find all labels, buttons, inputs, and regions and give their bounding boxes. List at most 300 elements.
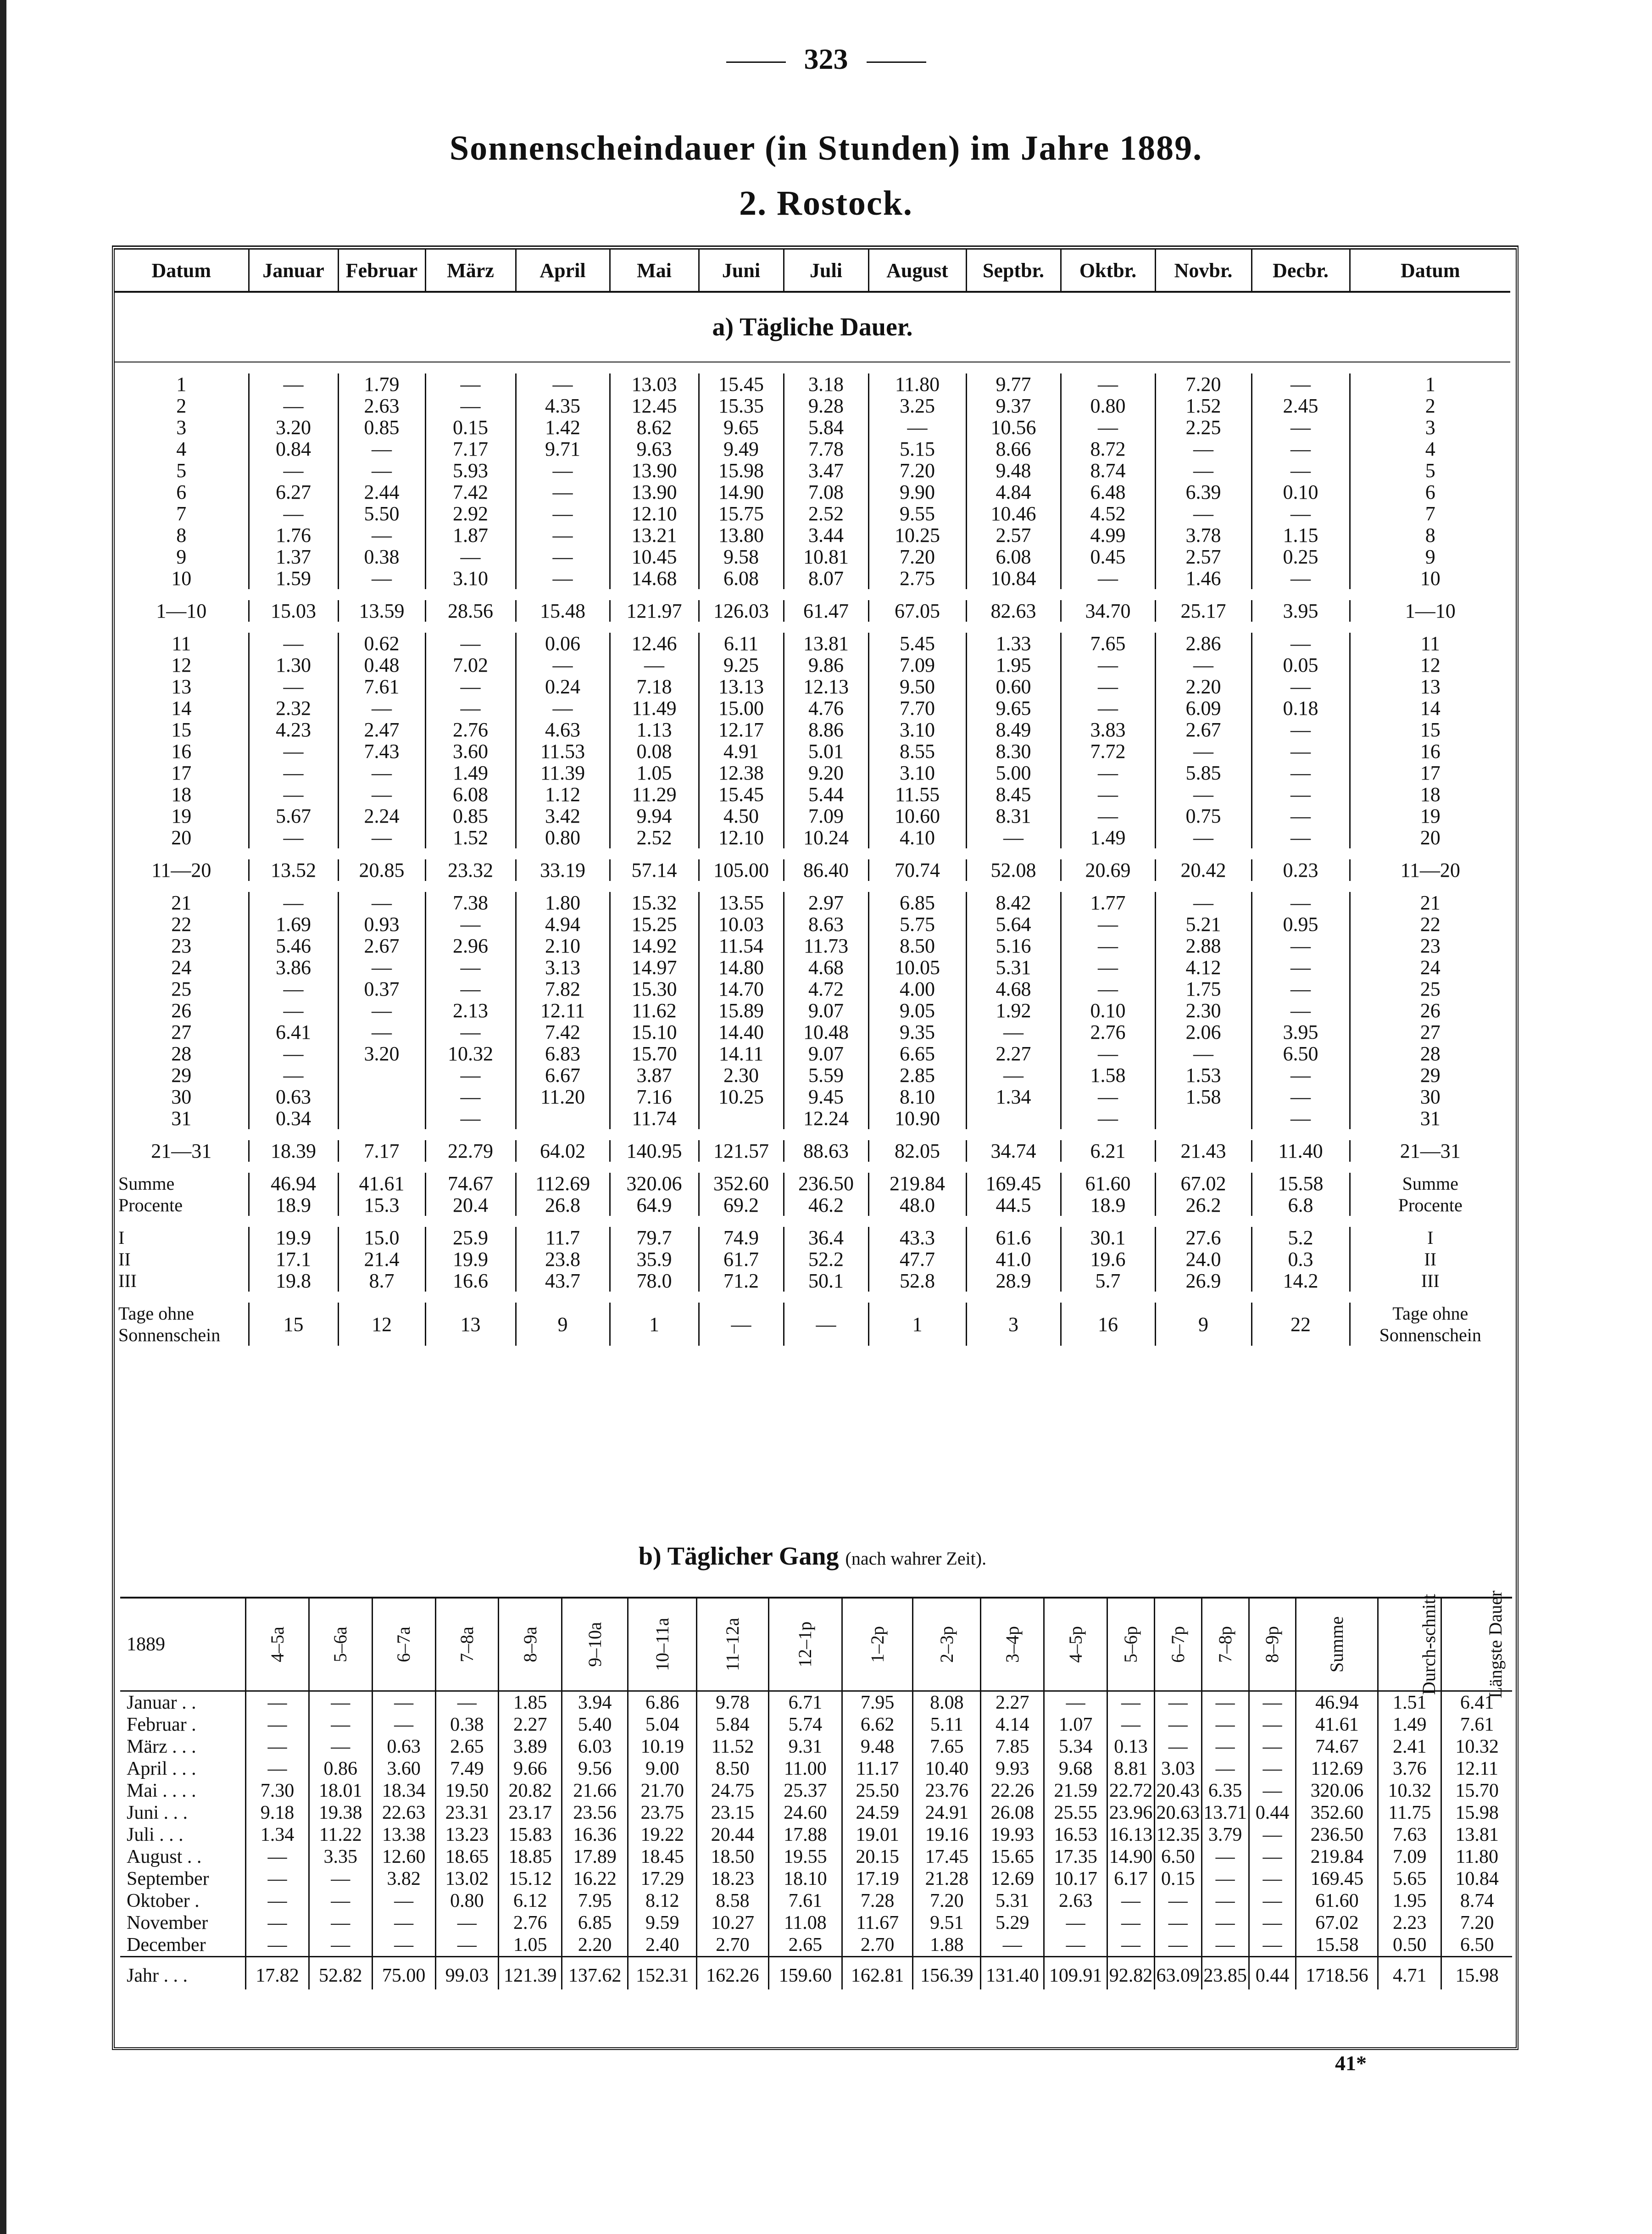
- month-row: [120, 1912, 1512, 1934]
- table-cell: 352.60: [699, 1173, 784, 1194]
- row-gap: [115, 589, 1510, 600]
- table-cell: —: [425, 1021, 516, 1043]
- table-cell: —: [249, 827, 338, 848]
- table-cell: 9: [1350, 546, 1510, 568]
- table-cell: 9.59: [628, 1912, 697, 1934]
- day-row: [115, 481, 1510, 503]
- table-cell: 8.7: [338, 1270, 425, 1292]
- table-cell: 219.84: [868, 1173, 966, 1194]
- table-cell: 8.50: [868, 935, 966, 957]
- hour-label: 2–3p: [936, 1626, 957, 1663]
- table-cell: 5.84: [697, 1714, 768, 1736]
- table-cell: 3.20: [338, 1043, 425, 1064]
- table-cell: 6.11: [699, 633, 784, 654]
- table-cell: 25.50: [842, 1780, 913, 1802]
- table-cell: 0.84: [249, 438, 338, 460]
- table-cell: 7.95: [842, 1691, 913, 1714]
- table-cell: 352.60: [1296, 1802, 1378, 1824]
- table-cell: 29: [171, 1064, 192, 1086]
- table-cell: 23.75: [628, 1802, 697, 1824]
- table-cell: 9: [1155, 1303, 1252, 1346]
- table-cell: 17.35: [1044, 1846, 1107, 1868]
- table-cell: —: [309, 1912, 372, 1934]
- table-cell: 9.94: [610, 805, 699, 827]
- table-cell: 1.37: [249, 546, 338, 568]
- hour-label: 5–6a: [330, 1627, 351, 1662]
- table-cell: —: [966, 827, 1061, 848]
- table-cell: 3.60: [372, 1758, 435, 1780]
- table-cell: 4.10: [868, 827, 966, 848]
- table-cell: —: [1061, 417, 1155, 438]
- table-cell: December: [127, 1934, 206, 1955]
- table-cell: 11.08: [768, 1912, 842, 1934]
- table-cell: 14.92: [610, 935, 699, 957]
- table-cell: 3.82: [372, 1868, 435, 1890]
- table-cell: 46.2: [784, 1194, 868, 1216]
- table-cell: 21—31: [1350, 1140, 1510, 1162]
- table-cell: 0.95: [1252, 914, 1350, 935]
- table-cell: —: [338, 1000, 425, 1021]
- table-cell: 2.67: [338, 935, 425, 957]
- table-cell: 1.52: [1155, 395, 1252, 417]
- table-cell: —: [1154, 1890, 1201, 1912]
- table-cell: 19: [1350, 805, 1510, 827]
- table-cell: 11.74: [610, 1108, 699, 1129]
- table-cell: 2.10: [516, 935, 610, 957]
- table-cell: —: [425, 1108, 516, 1129]
- table-cell: 1.92: [966, 1000, 1061, 1021]
- table-cell: 0.93: [338, 914, 425, 935]
- table-cell: 10.32: [1441, 1736, 1512, 1758]
- table-cell: 11.29: [610, 784, 699, 805]
- day-row: [115, 1064, 1510, 1086]
- row-label: Procente: [1350, 1194, 1510, 1216]
- table-cell: 12.17: [699, 719, 784, 741]
- table-cell: 23.8: [516, 1248, 610, 1270]
- table-cell: 28.9: [966, 1270, 1061, 1292]
- table-cell: 14.90: [699, 481, 784, 503]
- table-cell: 24.0: [1155, 1248, 1252, 1270]
- hour-header: [309, 1598, 372, 1691]
- table-cell: 4.35: [516, 395, 610, 417]
- table-cell: 61.60: [1296, 1890, 1378, 1912]
- table-cell: —: [1249, 1691, 1296, 1714]
- table-cell: 10.56: [966, 417, 1061, 438]
- table-cell: 29: [1350, 1064, 1510, 1086]
- table-cell: —: [1252, 676, 1350, 697]
- table-cell: 61.7: [699, 1248, 784, 1270]
- table-cell: —: [338, 957, 425, 978]
- table-cell: 4.84: [966, 481, 1061, 503]
- tage-ohne-row: [115, 1303, 1510, 1346]
- table-cell: 28: [171, 1042, 192, 1065]
- table-cell: 10.32: [1378, 1780, 1441, 1802]
- table-cell: 4.14: [981, 1714, 1044, 1736]
- table-cell: [338, 1086, 425, 1108]
- table-cell: 5: [176, 459, 187, 482]
- table-cell: 30.1: [1061, 1227, 1155, 1248]
- table-cell: 11.40: [1252, 1140, 1350, 1162]
- table-cell: 10.03: [699, 914, 784, 935]
- table-cell: 13.21: [610, 524, 699, 546]
- table-cell: —: [249, 676, 338, 697]
- table-cell: 1.05: [499, 1934, 562, 1957]
- table-cell: 3.20: [249, 417, 338, 438]
- table-cell: 0.45: [1061, 546, 1155, 568]
- hour-header: [1044, 1598, 1107, 1691]
- table-cell: —: [1249, 1890, 1296, 1912]
- table-cell: —: [1249, 1824, 1296, 1846]
- table-cell: —: [1252, 784, 1350, 805]
- table-cell: 15.75: [699, 503, 784, 524]
- table-cell: 3.87: [610, 1064, 699, 1086]
- table-cell: 12.35: [1154, 1824, 1201, 1846]
- section-b-heading: [115, 1542, 1510, 1571]
- table-cell: —: [249, 460, 338, 481]
- table-cell: 22: [1252, 1303, 1350, 1346]
- table-cell: 82.63: [966, 600, 1061, 622]
- table-cell: —: [1252, 568, 1350, 589]
- table-cell: 8.62: [610, 417, 699, 438]
- day-row: [115, 1086, 1510, 1108]
- table-cell: 88.63: [784, 1140, 868, 1162]
- column-header: Datum: [115, 250, 249, 292]
- table-cell: 21.70: [628, 1780, 697, 1802]
- table-cell: —: [1044, 1934, 1107, 1957]
- table-cell: —: [372, 1912, 435, 1934]
- table-cell: 8.30: [966, 741, 1061, 762]
- table-cell: 9.50: [868, 676, 966, 697]
- table-cell: —: [1155, 654, 1252, 676]
- day-row: [115, 633, 1510, 654]
- gap-cell: [115, 622, 1510, 633]
- table-cell: —: [1061, 978, 1155, 1000]
- table-cell: 1718.56: [1296, 1957, 1378, 1990]
- table-cell: 0.60: [966, 676, 1061, 697]
- table-cell: 1.59: [249, 568, 338, 589]
- table-cell: —: [246, 1714, 309, 1736]
- day-row: [115, 978, 1510, 1000]
- page-edge-bar: [0, 0, 6, 2234]
- table-cell: 9: [176, 546, 187, 568]
- table-cell: —: [246, 1758, 309, 1780]
- table-cell: 10.84: [1441, 1868, 1512, 1890]
- table-cell: 0.3: [1252, 1248, 1350, 1270]
- hour-label: Durch-schnitt: [1418, 1594, 1440, 1695]
- table-cell: 23.17: [499, 1802, 562, 1824]
- table-cell: 3.78: [1155, 524, 1252, 546]
- table-cell: 19.16: [913, 1824, 981, 1846]
- table-cell: 156.39: [913, 1957, 981, 1990]
- table-cell: —: [1201, 1890, 1249, 1912]
- table-cell: —: [1201, 1691, 1249, 1714]
- table-cell: 7.17: [425, 438, 516, 460]
- table-cell: 8.58: [697, 1890, 768, 1912]
- table-cell: 0.10: [1061, 1000, 1155, 1021]
- table-cell: 0.23: [1252, 859, 1350, 881]
- table-cell: —: [338, 438, 425, 460]
- day-row: [115, 914, 1510, 935]
- table-cell: 9.65: [966, 697, 1061, 719]
- table-cell: 13.90: [610, 481, 699, 503]
- table-cell: 2.86: [1155, 633, 1252, 654]
- table-cell: 16.53: [1044, 1824, 1107, 1846]
- day-row: [115, 1043, 1510, 1064]
- table-cell: 1.30: [249, 654, 338, 676]
- table-cell: 22: [171, 913, 192, 936]
- table-cell: 22.26: [981, 1780, 1044, 1802]
- table-cell: 11.52: [697, 1736, 768, 1758]
- day-row: [115, 762, 1510, 784]
- table-cell: 10.40: [913, 1758, 981, 1780]
- table-cell: 11.7: [516, 1227, 610, 1248]
- table-cell: —: [246, 1846, 309, 1868]
- table-cell: 44.5: [966, 1194, 1061, 1216]
- table-cell: 13.02: [435, 1868, 499, 1890]
- table-cell: 23.32: [425, 859, 516, 881]
- folio-mark: 41*: [1335, 2051, 1367, 2075]
- table-cell: 7.20: [913, 1890, 981, 1912]
- table-cell: 9.35: [868, 1021, 966, 1043]
- hour-header: [372, 1598, 435, 1691]
- table-cell: 1.49: [425, 762, 516, 784]
- table-cell: 10: [1350, 568, 1510, 589]
- table-cell: 79.7: [610, 1227, 699, 1248]
- table-cell: 8.72: [1061, 438, 1155, 460]
- month-row: [120, 1868, 1512, 1890]
- table-cell: 25.55: [1044, 1802, 1107, 1824]
- table-cell: —: [1252, 633, 1350, 654]
- table-cell: 131.40: [981, 1957, 1044, 1990]
- table-cell: —: [1252, 805, 1350, 827]
- table-cell: 0.25: [1252, 546, 1350, 568]
- hour-label: 6–7a: [393, 1627, 414, 1662]
- table-cell: 5.84: [784, 417, 868, 438]
- table-cell: 14.68: [610, 568, 699, 589]
- table-cell: 6.27: [249, 481, 338, 503]
- table-cell: 52.08: [966, 859, 1061, 881]
- table-cell: 14.40: [699, 1021, 784, 1043]
- table-cell: 1.95: [1378, 1890, 1441, 1912]
- table-cell: 15.70: [610, 1043, 699, 1064]
- table-cell: —: [1252, 1086, 1350, 1108]
- table-cell: —: [1252, 935, 1350, 957]
- table-cell: 5.29: [981, 1912, 1044, 1934]
- table-cell: 15.00: [699, 697, 784, 719]
- table-cell: 41.61: [1296, 1714, 1378, 1736]
- table-cell: —: [1061, 914, 1155, 935]
- hour-label: 7–8p: [1214, 1626, 1235, 1663]
- table-cell: 2.70: [842, 1934, 913, 1957]
- table-cell: 19.55: [768, 1846, 842, 1868]
- table-cell: November: [127, 1912, 208, 1933]
- table-cell: 1.88: [913, 1934, 981, 1957]
- day-row: [115, 417, 1510, 438]
- table-cell: —: [1252, 1064, 1350, 1086]
- table-cell: 26.9: [1155, 1270, 1252, 1292]
- table-cell: 6.50: [1252, 1043, 1350, 1064]
- day-row: [115, 697, 1510, 719]
- table-cell: 3.95: [1252, 600, 1350, 622]
- table-cell: —: [425, 676, 516, 697]
- table-cell: 236.50: [784, 1173, 868, 1194]
- table-cell: 6.41: [1441, 1691, 1512, 1714]
- table-cell: 19.38: [309, 1802, 372, 1824]
- table-cell: [966, 1108, 1061, 1129]
- table-cell: 14.2: [1252, 1270, 1350, 1292]
- table-cell: 4.76: [784, 697, 868, 719]
- table-cell: —: [1061, 1043, 1155, 1064]
- table-cell: [338, 1108, 425, 1129]
- table-cell: 10: [171, 567, 192, 590]
- table-cell: 9: [516, 1303, 610, 1346]
- day-row: [115, 438, 1510, 460]
- table-cell: 2.76: [499, 1912, 562, 1934]
- decade-sum-row: [115, 859, 1510, 881]
- table-cell: 27: [171, 1021, 192, 1043]
- table-cell: 8.50: [697, 1758, 768, 1780]
- table-cell: 75.00: [372, 1957, 435, 1990]
- hour-header: [1378, 1594, 1441, 1695]
- jahr-row: [120, 1957, 1512, 1990]
- table-cell: 17: [171, 762, 192, 784]
- table-cell: 2.40: [628, 1934, 697, 1957]
- table-cell: 13.55: [699, 892, 784, 914]
- table-cell: 12.13: [784, 676, 868, 697]
- table-cell: 11.20: [516, 1086, 610, 1108]
- table-cell: —: [1107, 1912, 1155, 1934]
- table-cell: 7.95: [562, 1890, 628, 1912]
- table-cell: 13: [171, 675, 192, 698]
- table-cell: 10.17: [1044, 1868, 1107, 1890]
- table-cell: —: [1201, 1912, 1249, 1934]
- row-gap: [115, 848, 1510, 859]
- table-cell: 4.91: [699, 741, 784, 762]
- table-cell: 10.32: [425, 1043, 516, 1064]
- table-cell: 52.8: [868, 1270, 966, 1292]
- table-cell: —: [516, 697, 610, 719]
- table-cell: 1.75: [1155, 978, 1252, 1000]
- table-cell: 6.35: [1201, 1780, 1249, 1802]
- hour-header: [1201, 1598, 1249, 1691]
- table-cell: 99.03: [435, 1957, 499, 1990]
- table-cell: 21.59: [1044, 1780, 1107, 1802]
- table-cell: September: [127, 1868, 209, 1889]
- table-cell: 6.08: [699, 568, 784, 589]
- table-cell: 17.1: [249, 1248, 338, 1270]
- day-row: [115, 805, 1510, 827]
- table-cell: 13.13: [699, 676, 784, 697]
- table-cell: 46.94: [249, 1173, 338, 1194]
- table-cell: 31: [171, 1107, 192, 1130]
- table-cell: 8.42: [966, 892, 1061, 914]
- table-cell: 10.45: [610, 546, 699, 568]
- table-cell: —: [1155, 741, 1252, 762]
- row-label: Procente: [118, 1195, 183, 1215]
- table-cell: 25.9: [425, 1227, 516, 1248]
- table-cell: 0.15: [1154, 1868, 1201, 1890]
- table-cell: 9.48: [842, 1736, 913, 1758]
- table-cell: 26: [1350, 1000, 1510, 1021]
- table-cell: 1.15: [1252, 524, 1350, 546]
- table-cell: 0.08: [610, 741, 699, 762]
- table-cell: —: [1061, 935, 1155, 957]
- table-cell: 22.72: [1107, 1780, 1155, 1802]
- table-cell: 16.36: [562, 1824, 628, 1846]
- table-cell: 2.88: [1155, 935, 1252, 957]
- table-cell: 47.7: [868, 1248, 966, 1270]
- table-cell: 3.79: [1201, 1824, 1249, 1846]
- month-row: [120, 1934, 1512, 1957]
- row-gap: [115, 881, 1510, 892]
- table-cell: 1.13: [610, 719, 699, 741]
- table-cell: 1.95: [966, 654, 1061, 676]
- table-cell: 2.30: [1155, 1000, 1252, 1021]
- table-cell: 3.10: [868, 719, 966, 741]
- table-cell: 5.65: [1378, 1868, 1441, 1890]
- gap-cell: [115, 848, 1510, 859]
- table-cell: 2.41: [1378, 1736, 1441, 1758]
- day-row: [115, 892, 1510, 914]
- table-cell: 5.31: [966, 957, 1061, 978]
- row-label: Summe: [118, 1173, 175, 1194]
- table-cell: 7.28: [842, 1890, 913, 1912]
- table-cell: 11.67: [842, 1912, 913, 1934]
- table-cell: 6.41: [249, 1021, 338, 1043]
- table-cell: 0.18: [1252, 697, 1350, 719]
- table-cell: 50.1: [784, 1270, 868, 1292]
- table-cell: 2: [1350, 395, 1510, 417]
- hour-header: [842, 1598, 913, 1691]
- table-cell: —: [516, 546, 610, 568]
- hour-label: 6–7p: [1167, 1626, 1188, 1663]
- table-cell: —: [1154, 1736, 1201, 1758]
- table-cell: 20: [171, 826, 192, 849]
- table-cell: 6.67: [516, 1064, 610, 1086]
- table-cell: 8.08: [913, 1691, 981, 1714]
- table-cell: 5.74: [768, 1714, 842, 1736]
- table-cell: 13.90: [610, 460, 699, 481]
- table-cell: 0.37: [338, 978, 425, 1000]
- table-cell: 1: [1350, 373, 1510, 395]
- table-cell: 0.05: [1252, 654, 1350, 676]
- table-cell: 15.58: [1296, 1934, 1378, 1957]
- table-cell: 5.01: [784, 741, 868, 762]
- table-cell: 7.09: [1378, 1846, 1441, 1868]
- table-cell: 0.13: [1107, 1736, 1155, 1758]
- table-cell: —: [1252, 827, 1350, 848]
- table-cell: 12.11: [516, 1000, 610, 1021]
- table-cell: 236.50: [1296, 1824, 1378, 1846]
- table-cell: 5.75: [868, 914, 966, 935]
- table-cell: 15.70: [1441, 1780, 1512, 1802]
- table-cell: —: [1107, 1890, 1155, 1912]
- table-cell: 6.85: [562, 1912, 628, 1934]
- table-cell: 4.68: [966, 978, 1061, 1000]
- table-cell: 3: [176, 416, 187, 439]
- table-cell: 12: [1350, 654, 1510, 676]
- table-cell: 14: [1350, 697, 1510, 719]
- table-cell: 9.00: [628, 1758, 697, 1780]
- table-cell: —: [1252, 438, 1350, 460]
- table-cell: —: [610, 654, 699, 676]
- table-cell: 0.62: [338, 633, 425, 654]
- table-cell: 3.60: [425, 741, 516, 762]
- table-cell: 24: [1350, 957, 1510, 978]
- gap-cell: [115, 1292, 1510, 1303]
- table-cell: 20.82: [499, 1780, 562, 1802]
- table-cell: 9.71: [516, 438, 610, 460]
